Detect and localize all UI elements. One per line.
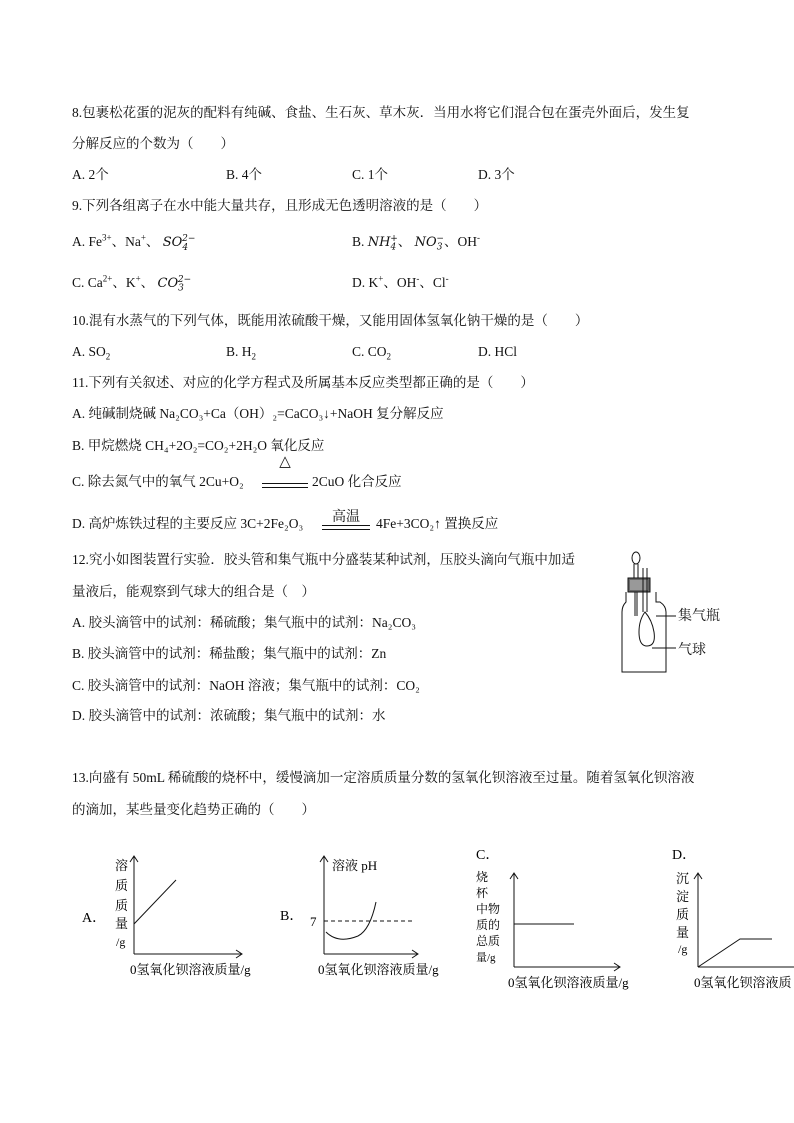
graph-b-ylabel: 溶液 pH	[332, 858, 378, 873]
q10-option-d[interactable]: D. HCl	[478, 344, 518, 359]
q13-stem-line1: 13.向盛有 50mL 稀硫酸的烧杯中，缓慢滴加一定溶质质量分数的氢氧化钡溶液至过量。随着氢氧化钡溶液	[72, 770, 695, 785]
graph-c-ylabel-5: 质	[476, 918, 489, 932]
graph-d-letter: D．	[672, 848, 697, 863]
graph-c-ylabel-7: 总	[476, 934, 489, 948]
graph-b[interactable]	[278, 852, 468, 982]
q12-stem-line1: 12.究小如图装置行实验．胶头管和集气瓶中分盛装某种试剂，压胶头滴向气瓶中加适	[72, 552, 575, 567]
graph-c-ylabel-6: 的	[488, 918, 501, 932]
graph-b-xlabel: 0氢氧化钡溶液质量/g	[318, 962, 439, 977]
q8-stem-line2: 分解反应的个数为（ ）	[72, 136, 234, 151]
q9-stem: 9.下列各组离子在水中能大量共存，且形成无色透明溶液的是（ ）	[72, 198, 488, 213]
balloon-label: 气球	[678, 643, 706, 658]
graph-c-ylabel-2: 杯	[476, 886, 489, 900]
graph-d-ylabel-1: 沉	[676, 871, 690, 886]
graph-c-ylabel-8: 质	[488, 934, 501, 948]
graph-c-xlabel: 0氢氧化钡溶液质量/g	[508, 975, 629, 990]
q8-option-b[interactable]: B. 4个	[226, 167, 263, 182]
graph-b-letter: B．	[280, 909, 304, 924]
graph-c-letter: C．	[476, 848, 500, 863]
bottle-label: 集气瓶	[678, 609, 720, 624]
q11-option-a[interactable]: A. 纯碱制烧碱 Na₂CO₃+Ca（OH）₂=CaCO₃↓+NaOH 复分解反应	[72, 406, 444, 421]
q10-option-a[interactable]: A. $SO_2$	[72, 344, 111, 362]
q11-option-c-products: 2CuO 化合反应	[312, 474, 402, 489]
graph-d-xlabel: 0氢氧化钡溶液质	[694, 975, 792, 990]
apparatus-figure	[612, 550, 732, 680]
q11-option-d-reactants: D. 高炉炼铁过程的主要反应 3C+2Fe₂O₃	[72, 516, 304, 531]
reaction-line-bottom	[262, 487, 308, 488]
q12-stem-line2: 量液后，能观察到气球大的组合是（ ）	[72, 584, 315, 599]
graph-c-ylabel-9: 量/g	[476, 952, 496, 964]
graph-a[interactable]	[80, 852, 270, 982]
reaction-line-top	[322, 525, 370, 526]
q11-option-b[interactable]: B. 甲烷燃烧 CH₄+2O₂=CO₂+2H₂O 氧化反应	[72, 438, 325, 453]
graph-a-ylabel-1: 溶	[115, 858, 129, 873]
graph-a-ylabel-3: 质	[115, 898, 129, 913]
q13-stem-line2: 的滴加，某些量变化趋势正确的（ ）	[72, 802, 315, 817]
q11-stem: 11.下列有关叙述、对应的化学方程式及所属基本反应类型都正确的是（ ）	[72, 375, 534, 390]
q10-stem: 10.混有水蒸气的下列气体，既能用浓硫酸干燥，又能用固体氢氧化钠干燥的是（ ）	[72, 313, 589, 328]
q12-option-a[interactable]: A. 胶头滴管中的试剂：稀硫酸；集气瓶中的试剂：Na₂CO₃	[72, 615, 416, 630]
ammonium-ion: $NH_4^+$	[367, 233, 398, 253]
heat-symbol: △	[279, 454, 291, 470]
nitrate-ion: $NO_3^-$	[414, 233, 444, 253]
graph-c-ylabel-1: 烧	[476, 870, 489, 884]
q8-option-a[interactable]: A. 2个	[72, 167, 109, 182]
high-temperature-condition: 高温	[332, 510, 360, 525]
graph-d-curve	[698, 939, 772, 967]
q9-option-b[interactable]: B. $NH_4^+$、 $NO_3^-$、OH-	[352, 232, 480, 253]
q12-option-c[interactable]: C. 胶头滴管中的试剂：NaOH 溶液；集气瓶中的试剂：CO₂	[72, 678, 420, 693]
q9-option-c[interactable]: C. $Ca^{2+}$、K+、 $CO_3^{2-}$	[72, 273, 192, 294]
graph-a-xlabel: 0氢氧化钡溶液质量/g	[130, 962, 251, 977]
reaction-line-top	[262, 483, 308, 484]
graph-c-ylabel-4: 物	[488, 902, 501, 916]
graph-d-ylabel-2: 淀	[676, 889, 690, 904]
sulfate-ion: $SO_4^{2-}$	[162, 233, 196, 253]
q11-option-d-products: 4Fe+3CO₂↑ 置换反应	[376, 516, 499, 531]
graph-a-ylabel-5: /g	[116, 935, 126, 949]
q12-option-d[interactable]: D. 胶头滴管中的试剂：浓硫酸；集气瓶中的试剂：水	[72, 708, 386, 723]
q8-option-c[interactable]: C. 1个	[352, 167, 389, 182]
graph-b-tick-7: 7	[310, 914, 317, 929]
q8-option-d[interactable]: D. 3个	[478, 167, 515, 182]
graph-a-letter: A．	[82, 911, 107, 926]
graph-d[interactable]	[662, 845, 794, 995]
graph-c[interactable]	[470, 845, 660, 995]
graph-a-curve	[134, 880, 176, 924]
q9-option-d[interactable]: D. K+、OH-、Cl-	[352, 273, 449, 290]
q12-option-b[interactable]: B. 胶头滴管中的试剂：稀盐酸；集气瓶中的试剂：Zn	[72, 646, 387, 661]
gas-bottle-icon	[622, 592, 666, 672]
q10-option-b[interactable]: B. $H_2$	[226, 344, 257, 362]
q9-option-a[interactable]: A. $Fe^{3+}$、Na+、 $SO_4^{2-}$	[72, 232, 196, 253]
q11-option-c-reactants: C. 除去氮气中的氧气 2Cu+O₂	[72, 474, 244, 489]
carbonate-ion: $CO_3^{2-}$	[157, 274, 192, 294]
graph-d-ylabel-3: 质	[676, 907, 690, 922]
balloon-icon	[639, 612, 654, 646]
graph-d-ylabel-5: /g	[678, 942, 688, 956]
q10-option-c[interactable]: C. $CO_2$	[352, 344, 392, 362]
reaction-line-bottom	[322, 529, 370, 530]
graph-a-ylabel-2: 质	[115, 878, 129, 893]
graph-c-ylabel-3: 中	[476, 902, 489, 916]
dropper-bulb-icon	[632, 552, 640, 564]
q8-stem-line1: 8.包裹松花蛋的泥灰的配料有纯碱、食盐、生石灰、草木灰．当用水将它们混合包在蛋壳外面后，发生复	[72, 105, 690, 120]
graph-d-ylabel-4: 量	[676, 925, 690, 940]
graph-a-ylabel-4: 量	[115, 916, 129, 931]
